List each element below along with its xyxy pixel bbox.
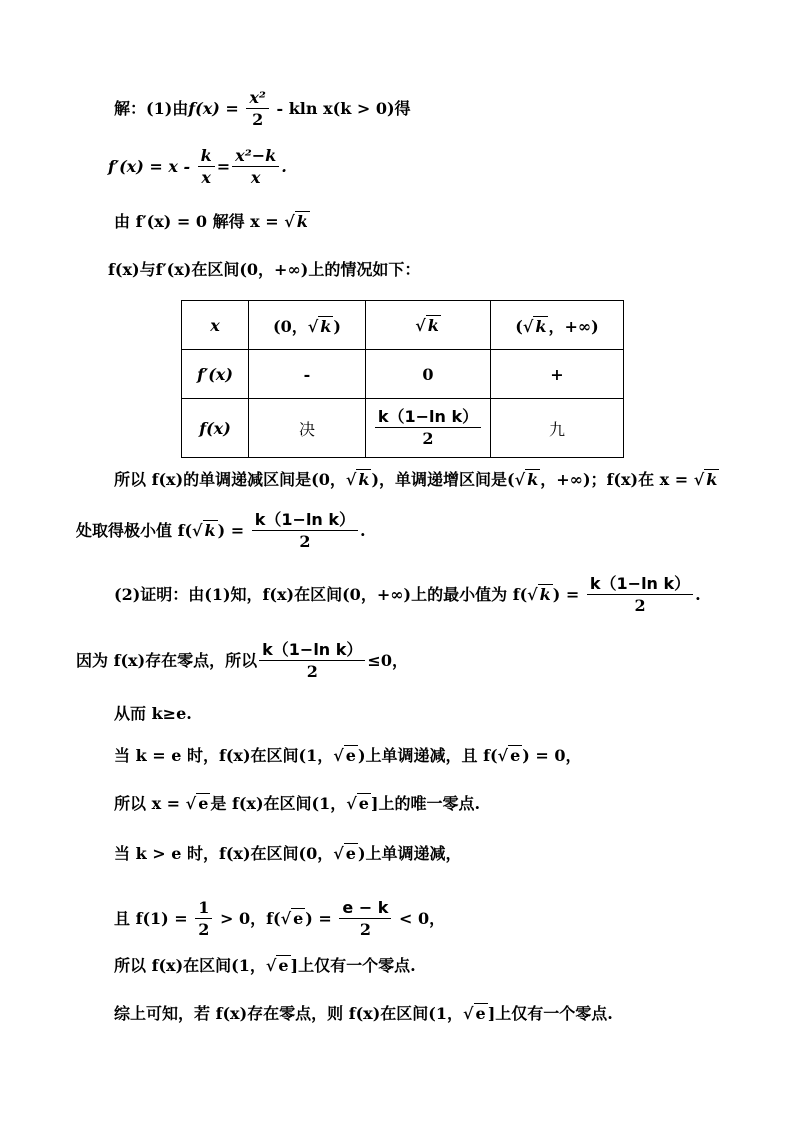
text-segment: 处取得极小值 f(	[76, 521, 193, 540]
solution-line-11	[114, 794, 480, 814]
fraction-numerator: k（1−ln k）	[252, 510, 358, 531]
fraction-numerator: k（1−ln k）	[587, 574, 693, 595]
fraction-denominator: 2	[422, 428, 434, 448]
sqrt-argument: k	[706, 470, 718, 489]
text-segment: .	[695, 585, 701, 604]
fraction-denominator: x	[250, 168, 261, 187]
solution-line-10	[114, 746, 582, 766]
text-segment: 当 k = e 时，f(x)在区间(1，	[114, 746, 334, 765]
fraction-numerator: e − k	[339, 898, 391, 919]
fraction-denominator: 2	[306, 662, 318, 681]
fraction-numerator: 1	[195, 898, 212, 919]
text-segment: 综上可知，若 f(x)存在零点，则 f(x)在区间(1，	[114, 1004, 463, 1023]
solution-line-5	[114, 470, 719, 490]
text-segment: (0，	[273, 316, 308, 336]
sqrt-expression: √ k	[415, 315, 439, 335]
text-segment: (	[515, 316, 523, 336]
sqrt-expression: √ k	[527, 585, 551, 604]
sqrt-argument: e	[278, 956, 289, 975]
sqrt-argument: k	[427, 315, 439, 335]
fraction-numerator: x²−k	[232, 146, 279, 167]
solution-line-9: 从而 k≥e.	[114, 704, 192, 723]
solution-line-6	[76, 510, 366, 553]
sqrt-argument: e	[345, 746, 356, 765]
table-cell: 九	[491, 399, 624, 458]
sqrt-argument: k	[535, 316, 547, 336]
sqrt-expression: √ k	[192, 521, 216, 540]
table-cell	[491, 301, 624, 350]
sqrt-expression: √ e	[333, 746, 356, 765]
sqrt-argument: e	[293, 909, 304, 928]
text-segment: 所以 x =	[114, 794, 186, 813]
sqrt-argument: e	[345, 844, 356, 863]
text-segment: =	[216, 157, 231, 176]
solution-line-12	[114, 844, 462, 864]
text-segment: ，+∞)；f(x)在 x =	[540, 470, 694, 489]
sqrt-argument: k	[539, 585, 551, 604]
sqrt-argument: e	[475, 1004, 486, 1023]
sqrt-expression: √ e	[265, 956, 289, 975]
fraction	[259, 640, 365, 683]
solution-line-14	[114, 956, 416, 976]
table-cell	[249, 301, 366, 350]
solution-line-1	[114, 88, 411, 131]
sqrt-expression: √ k	[693, 470, 718, 489]
sqrt-expression: √ e	[462, 1004, 486, 1023]
table-row	[182, 399, 624, 458]
text-segment: )，单调递增区间是(	[371, 470, 515, 489]
table-cell: 决	[249, 399, 366, 458]
sqrt-argument: k	[527, 470, 539, 489]
sqrt-expression: √ e	[280, 909, 304, 928]
table-cell: f′(x)	[182, 350, 249, 399]
sqrt-argument: k	[204, 521, 216, 540]
table-cell: f(x)	[182, 399, 249, 458]
fraction	[232, 146, 279, 189]
text-segment: f(x)	[188, 99, 220, 118]
sqrt-expression: √ k	[307, 316, 332, 336]
fraction-numerator: x²	[246, 88, 269, 109]
solution-line-13	[114, 898, 445, 941]
text-segment: 所以 f(x)的单调递减区间是(0，	[114, 470, 346, 489]
fraction-numerator: k	[198, 146, 215, 167]
table-cell: x	[182, 301, 249, 350]
text-segment: ) =	[552, 585, 585, 604]
text-segment: ) =	[305, 909, 338, 928]
fraction-denominator: 2	[634, 596, 646, 615]
solution-line-4: f(x)与f′(x)在区间(0，+∞)上的情况如下：	[108, 260, 421, 279]
text-segment: 由 f′(x) = 0 解得 x =	[114, 212, 285, 231]
sqrt-expression: √ k	[284, 212, 308, 231]
solution-line-3	[114, 212, 310, 232]
text-segment: ) = 0，	[522, 746, 582, 765]
text-segment: .	[360, 521, 366, 540]
fraction	[195, 898, 212, 941]
fraction-denominator: x	[201, 168, 211, 187]
text-segment: ]上仅有一个零点.	[487, 1004, 613, 1023]
sqrt-expression: √ e	[346, 794, 369, 813]
solution-line-8	[76, 640, 408, 683]
table-row	[182, 350, 624, 399]
text-segment: kln x(k > 0)得	[288, 99, 411, 118]
table-cell: -	[249, 350, 366, 399]
text-segment: (2)证明：由(1)知，f(x)在区间(0，+∞)上的最小值为 f(	[114, 585, 528, 604]
text-segment: ，+∞)	[548, 316, 599, 336]
text-segment: 是 f(x)在区间(1，	[210, 794, 347, 813]
sqrt-argument: e	[510, 746, 521, 765]
table-cell	[366, 301, 491, 350]
text-segment: )	[333, 316, 341, 336]
table-cell: +	[491, 350, 624, 399]
text-segment: 当 k > e 时，f(x)在区间(0，	[114, 844, 334, 863]
fraction	[246, 88, 269, 131]
fraction-numerator: k（1−ln k）	[259, 640, 365, 661]
sqrt-argument: e	[198, 794, 209, 813]
text-segment: 所以 f(x)在区间(1，	[114, 956, 266, 975]
solution-line-15	[114, 1004, 613, 1024]
sqrt-argument: k	[320, 316, 332, 336]
fraction-denominator: 2	[252, 110, 264, 129]
text-segment: > 0，f(	[214, 909, 281, 928]
sign-table	[181, 300, 624, 458]
text-segment: 因为 f(x)存在零点，所以	[76, 651, 258, 670]
fraction	[198, 146, 215, 189]
table-row	[182, 301, 624, 350]
fraction-denominator: 2	[299, 532, 311, 551]
text-segment: ]上的唯一零点.	[370, 794, 481, 813]
sqrt-expression: √ e	[333, 844, 356, 863]
sqrt-expression: √ k	[345, 470, 370, 489]
text-segment: 解：(1)由	[114, 99, 189, 118]
text-segment: ≤0，	[367, 651, 408, 670]
text-segment: ) =	[217, 521, 250, 540]
text-segment: =	[219, 99, 245, 118]
sqrt-expression: √ e	[185, 794, 209, 813]
fraction	[339, 898, 391, 941]
table-cell	[366, 399, 491, 458]
sqrt-expression: √ k	[522, 316, 547, 336]
sqrt-argument: e	[358, 794, 369, 813]
solution-line-2	[108, 146, 287, 189]
fraction-numerator: k（1−ln k）	[375, 407, 481, 428]
table-cell: 0	[366, 350, 491, 399]
text-segment: )上单调递减，	[357, 844, 462, 863]
sqrt-expression: √ e	[497, 746, 521, 765]
sqrt-expression: √ k	[514, 470, 539, 489]
text-segment: < 0，	[393, 909, 446, 928]
text-segment: f′(x) = x -	[108, 157, 196, 176]
fraction-denominator: 2	[359, 920, 371, 939]
text-segment: -	[270, 99, 289, 118]
text-segment: ]上仅有一个零点.	[290, 956, 416, 975]
fraction	[252, 510, 358, 553]
text-segment: .	[281, 157, 287, 176]
sqrt-argument: k	[296, 212, 308, 231]
solution-line-7	[114, 574, 701, 617]
text-segment: 且 f(1) =	[114, 909, 194, 928]
fraction-denominator: 2	[198, 920, 210, 939]
text-segment: )上单调递减，且 f(	[357, 746, 498, 765]
fraction	[587, 574, 693, 617]
fraction	[375, 407, 481, 450]
sqrt-argument: k	[358, 470, 370, 489]
